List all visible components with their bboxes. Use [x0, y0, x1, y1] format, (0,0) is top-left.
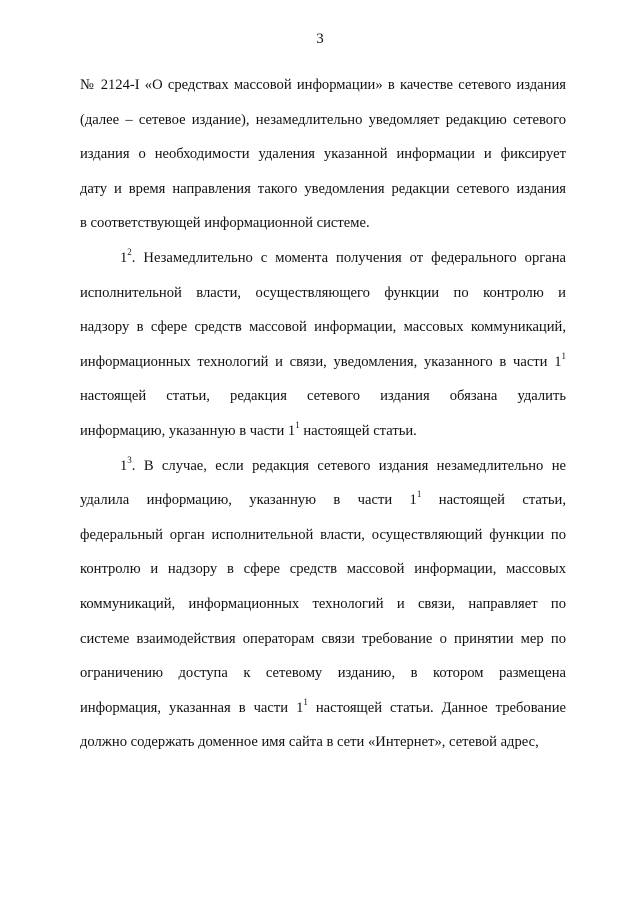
superscript: 1	[295, 419, 300, 430]
paragraph-p-continuation	[80, 68, 566, 241]
superscript: 1	[561, 350, 566, 361]
paragraph-p-1-3	[80, 449, 566, 760]
text-line	[80, 103, 566, 138]
text-line	[80, 552, 566, 587]
text-run: коммуникаций, информационных технологий и связи, направляет по	[80, 595, 566, 612]
superscript: 3	[127, 454, 132, 465]
text-run: издания о необходимости удаления указанной информации и фиксирует	[80, 146, 566, 163]
text-line	[80, 725, 566, 760]
text-run: настоящей статьи, редакция сетевого издания обязана удалить	[80, 388, 566, 405]
text-run: контролю и надзору в сфере средств массовой информации, массовых	[80, 561, 566, 578]
text-run: . Незамедлительно с момента получения от федерального органа	[131, 249, 566, 266]
text-line	[80, 172, 566, 207]
text-line	[80, 414, 566, 449]
text-run: системе взаимодействия операторам связи требование о принятии мер по	[80, 630, 566, 647]
text-line	[80, 345, 566, 380]
text-line	[80, 483, 566, 518]
text-run: . В случае, если редакция сетевого издания незамедлительно не	[131, 457, 566, 474]
text-run: информация, указанная в части 1	[80, 699, 304, 716]
text-run: настоящей статьи,	[421, 492, 566, 509]
superscript: 1	[303, 696, 308, 707]
text-line	[80, 691, 566, 726]
text-run: информационных технологий и связи, уведомления, указанного в части 1	[80, 353, 562, 370]
text-line	[80, 587, 566, 622]
text-run: исполнительной власти, осуществляющего функции по контролю и	[80, 284, 566, 301]
text-line	[80, 518, 566, 553]
text-line	[80, 449, 566, 484]
text-run: надзору в сфере средств массовой информации, массовых коммуникаций,	[80, 319, 566, 336]
text-line	[80, 241, 566, 276]
text-line	[80, 276, 566, 311]
text-run: 1	[120, 457, 128, 474]
text-line	[80, 656, 566, 691]
text-run: ограничению доступа к сетевому изданию, в котором размещена	[80, 665, 566, 682]
superscript: 1	[416, 489, 422, 500]
text-line	[80, 622, 566, 657]
text-run: 1	[120, 249, 128, 266]
text-line	[80, 137, 566, 172]
text-run: информацию, указанную в части 1	[80, 422, 296, 439]
text-run: настоящей статьи. Данное требование	[307, 699, 566, 716]
document-body	[80, 68, 566, 760]
text-run: удалила информацию, указанную в части 1	[80, 492, 417, 509]
text-run: № 2124-I «О средствах массовой информации» в качестве сетевого издания	[80, 77, 566, 93]
text-run: должно содержать доменное имя сайта в сети «Интернет», сетевой адрес,	[80, 734, 539, 751]
text-line	[80, 68, 566, 103]
superscript: 2	[127, 246, 132, 257]
paragraph-p-1-2	[80, 241, 566, 449]
page-number: 3	[316, 31, 324, 47]
text-run: федеральный орган исполнительной власти, осуществляющий функции по	[80, 526, 566, 543]
text-run: (далее – сетевое издание), незамедлительно уведомляет редакцию сетевого	[80, 111, 566, 128]
text-run: настоящей статьи.	[299, 422, 417, 439]
text-line	[80, 379, 566, 414]
text-line	[80, 310, 566, 345]
text-run: в соответствующей информационной системе.	[80, 215, 370, 232]
text-line	[80, 206, 566, 241]
text-run: дату и время направления такого уведомления редакции сетевого издания	[80, 180, 566, 197]
